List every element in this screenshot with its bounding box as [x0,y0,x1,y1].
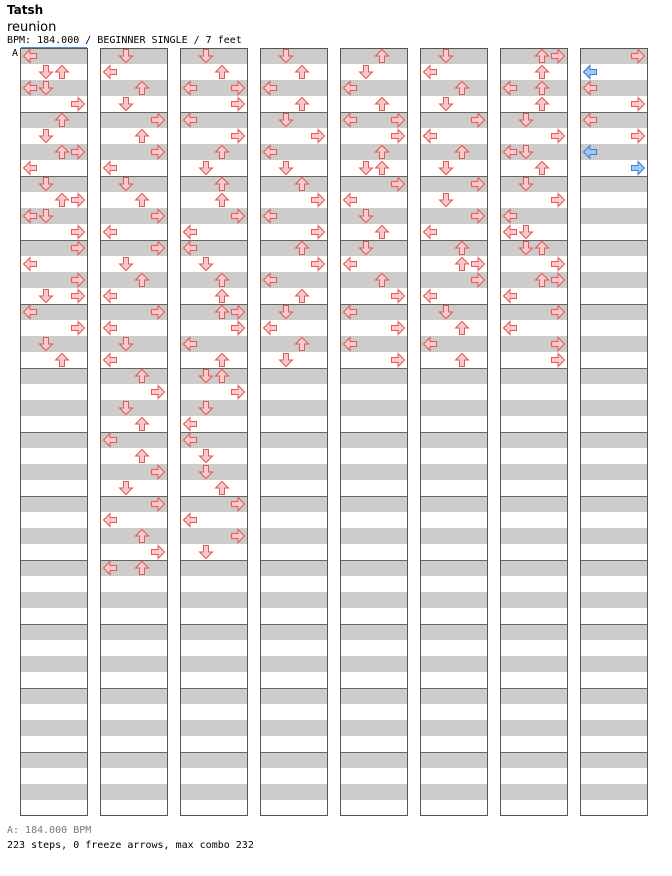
beat-stripe [580,560,648,576]
beat-stripe [500,176,568,192]
beat-stripe [580,784,648,800]
beat-stripe [420,48,488,64]
up-arrow [376,226,389,239]
beat-stripe [580,528,648,544]
beat-stripe [580,400,648,416]
beat-stripe [20,592,88,608]
beat-stripe [180,48,248,64]
beat-stripe [260,688,328,704]
beat-stripe [580,240,648,256]
beat-stripe [420,144,488,160]
left-arrow [504,322,517,335]
chart-column [340,48,408,816]
beat-stripe [420,624,488,640]
right-arrow [312,194,325,207]
beat-stripe [100,48,168,64]
beat-stripe [340,688,408,704]
beat-stripe [20,720,88,736]
right-arrow [72,290,85,303]
up-arrow [456,258,469,271]
beat-stripe [180,400,248,416]
beat-stripe [180,720,248,736]
chart-column [420,48,488,816]
down-arrow [120,482,133,495]
beat-stripe [260,496,328,512]
left-arrow [504,226,517,239]
right-arrow [152,386,165,399]
beat-stripe [420,752,488,768]
up-arrow [216,194,229,207]
beat-stripe [500,624,568,640]
left-arrow [104,354,117,367]
right-arrow [392,322,405,335]
beat-stripe [260,240,328,256]
beat-stripe [580,304,648,320]
right-arrow [392,290,405,303]
beat-stripe [260,560,328,576]
beat-stripe [340,368,408,384]
up-arrow [216,66,229,79]
beat-stripe [20,336,88,352]
down-arrow [40,66,53,79]
right-arrow [552,258,565,271]
chart-column [260,48,328,816]
beat-stripe [340,240,408,256]
right-arrow [72,322,85,335]
beat-stripe [420,560,488,576]
beat-stripe [340,656,408,672]
left-arrow [424,226,437,239]
beat-stripe [100,624,168,640]
up-arrow [136,450,149,463]
beat-stripe [340,720,408,736]
beat-stripe [500,496,568,512]
beat-stripe [340,400,408,416]
beat-stripe [500,240,568,256]
beat-stripe [20,176,88,192]
beat-stripe [500,592,568,608]
down-arrow [200,450,213,463]
left-arrow [104,162,117,175]
beat-stripe [100,368,168,384]
up-arrow [376,98,389,111]
up-arrow [136,418,149,431]
left-arrow [184,514,197,527]
beat-stripe [260,656,328,672]
beat-stripe [260,400,328,416]
up-arrow [536,66,549,79]
beat-stripe [580,464,648,480]
beat-stripe [180,464,248,480]
up-arrow [136,130,149,143]
left-arrow [424,66,437,79]
beat-stripe [20,528,88,544]
beat-stripe [260,368,328,384]
beat-stripe [260,720,328,736]
beat-stripe [340,464,408,480]
left-arrow [344,194,357,207]
right-arrow [72,194,85,207]
beat-stripe [500,528,568,544]
left-arrow [104,322,117,335]
beat-stripe [260,528,328,544]
right-arrow [392,354,405,367]
down-arrow [200,162,213,175]
beat-stripe [340,144,408,160]
up-arrow [456,322,469,335]
beat-stripe [420,368,488,384]
beat-stripe [580,208,648,224]
down-arrow [200,258,213,271]
beat-stripe [580,752,648,768]
left-arrow [184,418,197,431]
beat-stripe [420,656,488,672]
beat-stripe [420,496,488,512]
beat-stripe [420,80,488,96]
beat-stripe [420,432,488,448]
right-arrow [152,546,165,559]
up-arrow [136,194,149,207]
beat-stripe [100,656,168,672]
up-arrow [56,66,69,79]
beat-stripe [260,304,328,320]
beat-stripe [180,560,248,576]
beat-stripe [340,624,408,640]
down-arrow [360,162,373,175]
beat-stripe [180,176,248,192]
beat-stripe [260,624,328,640]
beat-stripe [580,656,648,672]
beat-stripe [500,656,568,672]
down-arrow [200,546,213,559]
beat-stripe [180,368,248,384]
beat-stripe [180,752,248,768]
beat-stripe [100,400,168,416]
right-arrow [632,130,645,143]
beat-stripe [340,272,408,288]
beat-stripe [420,528,488,544]
bpm-marker-label: A [12,48,19,59]
beat-stripe [20,784,88,800]
up-arrow [376,162,389,175]
beat-stripe [420,784,488,800]
beat-stripe [500,112,568,128]
left-arrow [584,66,597,79]
beat-stripe [420,720,488,736]
up-arrow [296,290,309,303]
up-arrow [56,354,69,367]
beat-stripe [500,784,568,800]
right-arrow [472,258,485,271]
beat-stripe [180,688,248,704]
left-arrow [184,226,197,239]
up-arrow [296,98,309,111]
right-arrow [232,322,245,335]
beat-stripe [500,400,568,416]
beat-stripe [260,48,328,64]
right-arrow [232,98,245,111]
beat-stripe [100,528,168,544]
beat-stripe [260,336,328,352]
up-arrow [536,162,549,175]
down-arrow [120,258,133,271]
right-arrow [552,354,565,367]
up-arrow [216,290,229,303]
beat-stripe [260,592,328,608]
left-arrow [104,290,117,303]
beat-stripe [420,592,488,608]
down-arrow [120,98,133,111]
beat-stripe [580,432,648,448]
beat-stripe [180,144,248,160]
beat-stripe [340,528,408,544]
beat-stripe [20,752,88,768]
beat-stripe [500,752,568,768]
down-arrow [360,66,373,79]
right-arrow [72,98,85,111]
beat-stripe [100,272,168,288]
up-arrow [536,98,549,111]
beat-stripe [20,112,88,128]
beat-stripe [20,624,88,640]
beat-stripe [580,624,648,640]
right-arrow [632,98,645,111]
down-arrow [520,226,533,239]
beat-stripe [100,720,168,736]
right-arrow [232,130,245,143]
right-arrow [232,386,245,399]
beat-stripe [580,368,648,384]
beat-stripe [100,784,168,800]
beat-stripe [580,336,648,352]
beat-stripe [580,272,648,288]
beat-stripe [340,784,408,800]
song-title: reunion [7,20,57,35]
up-arrow [56,194,69,207]
up-arrow [216,482,229,495]
chart-column [180,48,248,816]
right-arrow [552,194,565,207]
beat-stripe [260,112,328,128]
right-arrow [312,226,325,239]
beat-stripe [580,720,648,736]
up-arrow [296,66,309,79]
beat-stripe [500,560,568,576]
left-arrow [104,226,117,239]
beat-stripe [340,208,408,224]
step-stats: 223 steps, 0 freeze arrows, max combo 232 [7,840,254,851]
left-arrow [24,258,37,271]
left-arrow [104,514,117,527]
beat-stripe [20,688,88,704]
beat-stripe [20,560,88,576]
beat-stripe [260,784,328,800]
beat-stripe [500,688,568,704]
beat-stripe [20,496,88,512]
down-arrow [280,162,293,175]
down-arrow [40,130,53,143]
down-arrow [40,290,53,303]
left-arrow [344,258,357,271]
beat-stripe [100,80,168,96]
left-arrow [424,130,437,143]
beat-stripe [260,464,328,480]
beat-stripe [180,784,248,800]
beat-stripe [20,432,88,448]
beat-stripe [20,464,88,480]
beat-stripe [180,592,248,608]
beat-stripe [180,272,248,288]
beat-stripe [580,688,648,704]
right-arrow [72,226,85,239]
beat-stripe [580,592,648,608]
beat-stripe [340,592,408,608]
beat-stripe [340,560,408,576]
beat-stripe [20,368,88,384]
beat-stripe [420,464,488,480]
beat-stripe [20,400,88,416]
beat-stripe [20,656,88,672]
beat-stripe [580,176,648,192]
right-arrow [392,130,405,143]
beat-stripe [340,48,408,64]
beat-stripe [340,752,408,768]
beat-stripe [180,624,248,640]
beat-stripe [260,176,328,192]
down-arrow [440,98,453,111]
artist-name: Tatsh [7,3,44,17]
beat-stripe [100,752,168,768]
beat-stripe [420,688,488,704]
up-arrow [456,354,469,367]
left-arrow [424,290,437,303]
beat-stripe [420,240,488,256]
beat-stripe [100,592,168,608]
beat-stripe [180,656,248,672]
beat-stripe [500,720,568,736]
right-arrow [552,130,565,143]
down-arrow [440,194,453,207]
beat-stripe [100,176,168,192]
beat-stripe [260,752,328,768]
beat-stripe [420,400,488,416]
beat-stripe [580,496,648,512]
beat-stripe [500,368,568,384]
left-arrow [264,322,277,335]
beat-stripe [100,336,168,352]
beat-stripe [340,432,408,448]
chart-column [500,48,568,816]
left-arrow [504,290,517,303]
right-arrow [632,162,645,175]
down-arrow [280,354,293,367]
beat-stripe [420,304,488,320]
left-arrow [24,162,37,175]
up-arrow [216,354,229,367]
beat-stripe [100,688,168,704]
beat-stripe [500,432,568,448]
right-arrow [312,130,325,143]
left-arrow [104,66,117,79]
beat-stripe [500,464,568,480]
right-arrow [312,258,325,271]
bpm-summary: A: 184.000 BPM [7,825,92,836]
beat-stripe [260,432,328,448]
chart-info: BPM: 184.000 / BEGINNER SINGLE / 7 feet [7,35,242,46]
down-arrow [440,162,453,175]
beat-stripe [340,496,408,512]
